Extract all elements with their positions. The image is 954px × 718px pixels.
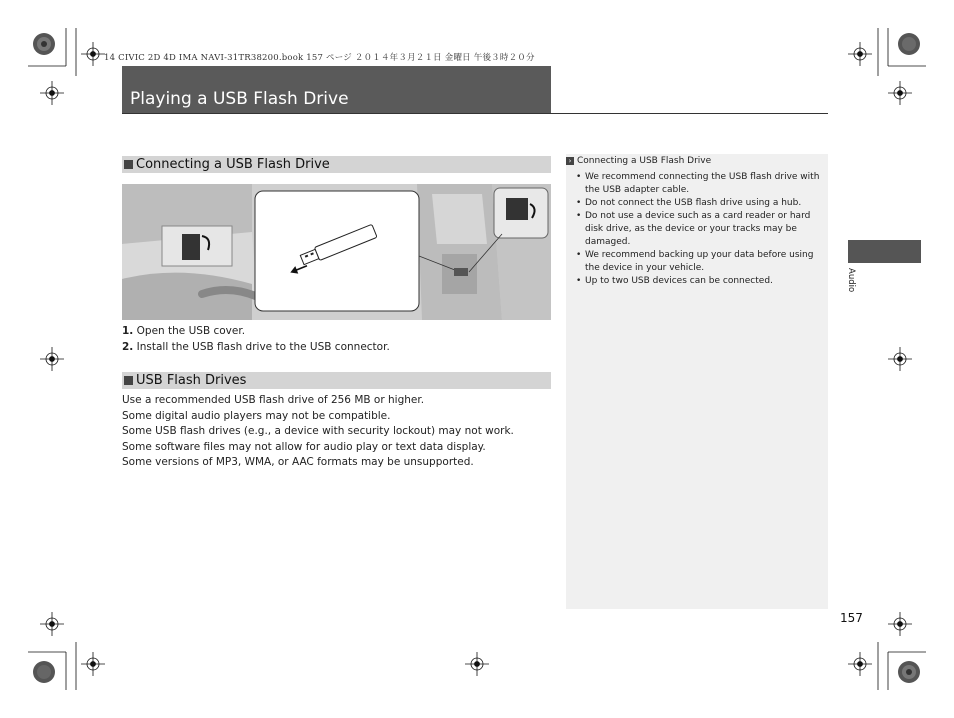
drives-line-5: Some versions of MP3, WMA, or AAC formats may be unsupported. xyxy=(122,456,474,468)
page-title: Playing a USB Flash Drive xyxy=(130,89,349,109)
usb-illustration xyxy=(122,184,551,320)
drives-line-4: Some software files may not allow for audio play or text data display. xyxy=(122,441,486,453)
note-list xyxy=(576,171,821,288)
chevron-right-icon: › xyxy=(566,157,574,165)
note-item: • Do not use a device such as a card reader or hard disk drive, as the device or your tracks may be damaged. xyxy=(576,210,821,249)
note-item: • Do not connect the USB flash drive using a hub. xyxy=(576,197,821,210)
note-item: • We recommend connecting the USB flash drive with the USB adapter cable. xyxy=(576,171,821,197)
print-header: 14 CIVIC 2D 4D IMA NAVI-31TR38200.book 157 ページ ２０１４年３月２１日 金曜日 午後３時２０分 xyxy=(104,53,535,63)
note-heading: › Connecting a USB Flash Drive xyxy=(566,156,711,166)
title-rule xyxy=(122,113,828,114)
step-1: 1. Open the USB cover. xyxy=(122,325,246,337)
drives-line-1: Use a recommended USB flash drive of 256 MB or higher. xyxy=(122,394,425,406)
bullet-square-icon xyxy=(124,160,133,169)
page-number: 157 xyxy=(840,611,863,625)
bullet-square-icon xyxy=(124,376,133,385)
drives-line-2: Some digital audio players may not be compatible. xyxy=(122,410,391,422)
step-2: 2. Install the USB flash drive to the USB connector. xyxy=(122,341,390,353)
note-item: • Up to two USB devices can be connected. xyxy=(576,275,821,288)
chapter-tab xyxy=(848,240,921,263)
drives-line-3: Some USB flash drives (e.g., a device with security lockout) may not work. xyxy=(122,425,514,437)
chapter-label: Audio xyxy=(846,268,856,293)
section-heading-connecting: Connecting a USB Flash Drive xyxy=(122,156,551,173)
section-heading-drives: USB Flash Drives xyxy=(122,372,551,389)
note-item: • We recommend backing up your data before using the device in your vehicle. xyxy=(576,249,821,275)
